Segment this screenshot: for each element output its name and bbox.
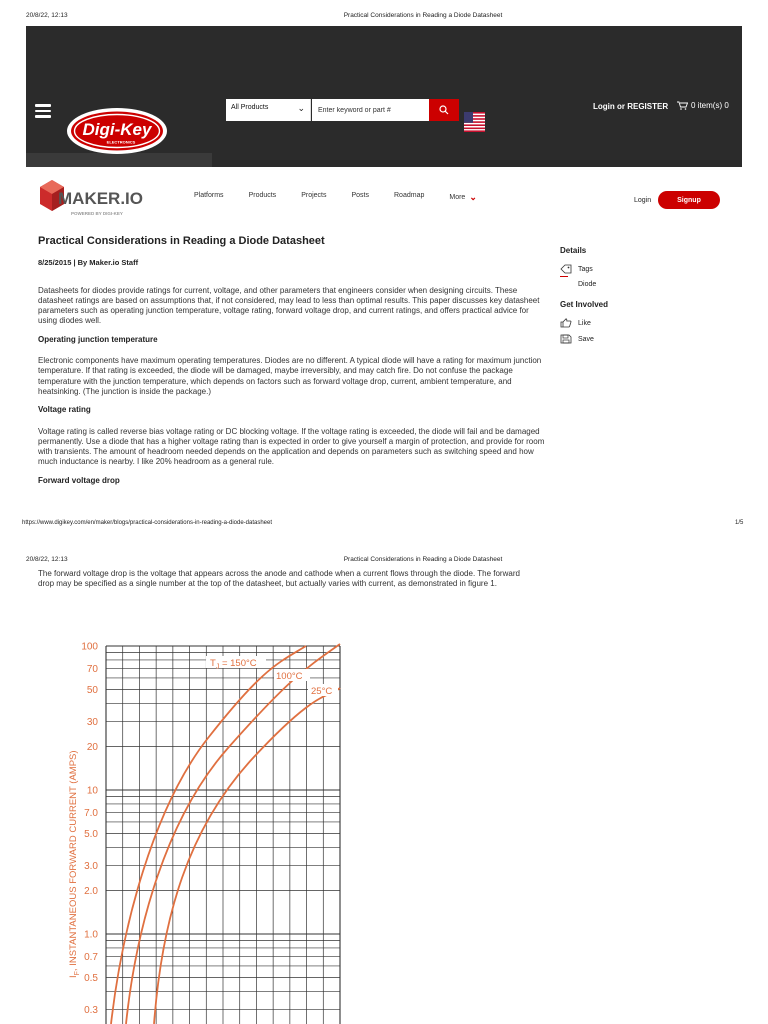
print-page-number: 1/5 <box>735 520 744 526</box>
chevron-down-icon: ⌄ <box>469 192 477 202</box>
forward-current-curve <box>154 688 340 1024</box>
y-tick-label: 3.0 <box>84 860 98 872</box>
cart-count: 0 item(s) 0 <box>691 101 729 110</box>
tags-divider <box>560 276 568 277</box>
y-tick-label: 30 <box>86 716 98 728</box>
curve-label-150: = 150°C <box>219 658 257 669</box>
thumbs-up-icon <box>560 318 572 328</box>
login-register-link[interactable]: Login or REGISTER <box>593 102 669 111</box>
y-tick-label: 20 <box>86 742 98 754</box>
y-tick-label: 0.7 <box>84 951 98 963</box>
print-page-title-2: Practical Considerations in Reading a Diode Datasheet <box>343 556 503 563</box>
like-button[interactable] <box>560 318 680 328</box>
y-tick-label: 7.0 <box>84 807 98 819</box>
label-100c <box>274 669 310 682</box>
category-select-value: All Products <box>231 104 269 111</box>
forward-current-curve <box>111 646 306 1024</box>
heading-voltage-rating: Voltage rating <box>38 405 91 415</box>
paragraph-voltage-rating: Voltage rating is called reverse bias voltage rating or DC blocking voltage. If the voltage rating is exceeded, the diode will fail and be damaged permanently. Use a diode that has a higher voltage rating than is expected in order to give yourself a margin of protection, and provide for room with transients. The amount of headroom needed depends on the application and depends on parameters such as switching speed and how much inductance is nearby. I like 20% headroom as a general rule. <box>38 426 545 467</box>
search-icon <box>439 105 449 115</box>
y-tick-label: 5.0 <box>84 828 98 840</box>
y-tick-label: 50 <box>86 684 98 696</box>
maker-logo-text: MAKER.IO <box>58 189 143 208</box>
y-tick-label: 0.5 <box>84 972 98 984</box>
print-footer <box>0 520 768 530</box>
save-label: Save <box>578 335 594 343</box>
cart-icon <box>677 101 688 110</box>
graph-grid <box>106 646 340 1024</box>
nav-posts[interactable]: Posts <box>351 192 369 199</box>
maker-nav <box>26 170 742 230</box>
nav-projects[interactable]: Projects <box>301 192 327 199</box>
label-25c <box>308 684 338 697</box>
print-page-title: Practical Considerations in Reading a Diode Datasheet <box>343 12 503 19</box>
maker-nav-links <box>194 192 502 203</box>
print-timestamp: 20/8/22, 12:13 <box>26 12 68 19</box>
graph-curves <box>111 644 340 1024</box>
search-button[interactable] <box>429 99 459 121</box>
digikey-logo[interactable] <box>66 106 168 156</box>
digikey-header <box>26 26 742 167</box>
get-involved-heading: Get Involved <box>560 300 609 309</box>
maker-logo-subtext: POWERED BY DIGI-KEY <box>71 211 123 216</box>
curve-label-100c: 100°C <box>276 671 303 682</box>
figure-forward-current-graph <box>38 628 371 1024</box>
y-tick-label: 1.0 <box>84 929 98 941</box>
details-heading: Details <box>560 246 587 255</box>
curve-label-j: J <box>215 663 220 671</box>
tags-label: Tags <box>578 265 593 273</box>
y-axis-title-main: I <box>68 975 79 978</box>
maker-io-logo[interactable] <box>38 179 153 219</box>
nav-more-label: More <box>449 194 466 201</box>
save-button[interactable] <box>560 334 680 344</box>
article-meta: 8/25/2015 | By Maker.io Staff <box>38 258 139 268</box>
chevron-down-icon: ⌄ <box>297 103 305 113</box>
y-tick-label: 0.3 <box>84 1004 98 1016</box>
print-url: https://www.digikey.com/en/maker/blogs/practical-considerations-in-reading-a-diode-datasheet <box>22 520 273 526</box>
article-sidebar <box>560 246 680 350</box>
article-continued <box>38 569 536 590</box>
y-tick-label: 70 <box>86 663 98 675</box>
heading-junction-temperature: Operating junction temperature <box>38 334 158 344</box>
y-axis-title-sub: F <box>74 971 81 976</box>
tag-diode[interactable]: Diode <box>578 281 597 288</box>
tags-row <box>560 264 680 274</box>
y-tick-label: 100 <box>81 641 98 653</box>
forward-current-curve <box>126 644 340 1024</box>
search-bar <box>226 99 486 121</box>
paragraph-forward-voltage-drop: The forward voltage drop is the voltage that appears across the anode and cathode when a current flows through the diode. The forward drop may be specified as a single number at the top of the datasheet, but actually varies with current, as demonstrated in figure 1. <box>38 569 520 589</box>
search-input[interactable] <box>312 99 429 121</box>
signup-button[interactable]: Signup <box>658 191 720 209</box>
us-flag-icon[interactable] <box>464 112 485 132</box>
cart-link[interactable] <box>677 101 729 110</box>
y-tick-label: 2.0 <box>84 886 98 898</box>
graph-y-ticks <box>81 642 98 1016</box>
print-header-page-2 <box>0 556 768 566</box>
menu-icon[interactable] <box>35 104 51 118</box>
print-header <box>0 12 768 22</box>
curve-label-25c: 25°C <box>311 686 333 697</box>
article <box>38 236 548 497</box>
nav-products[interactable]: Products <box>248 192 277 199</box>
category-select[interactable] <box>226 99 311 121</box>
digikey-logo-subtext: ELECTRONICS <box>106 139 136 145</box>
maker-login-link[interactable]: Login <box>634 197 652 204</box>
y-tick-label: 10 <box>86 785 98 797</box>
like-label: Like <box>578 319 591 327</box>
nav-roadmap[interactable]: Roadmap <box>394 192 425 199</box>
graph-y-axis-title <box>68 750 81 978</box>
article-title: Practical Considerations in Reading a Diode Datasheet <box>38 235 325 247</box>
forward-current-graph <box>38 628 371 1024</box>
digikey-logo-text: Digi-Key <box>82 120 152 139</box>
print-timestamp-2: 20/8/22, 12:13 <box>26 556 68 563</box>
heading-forward-voltage-drop: Forward voltage drop <box>38 475 120 485</box>
article-intro: Datasheets for diodes provide ratings for current, voltage, and other parameters that engineers consider when designing circuits. These datasheet ratings are based on assumptions that, if not considered, may lead to less than optimal results. This paper discusses key datasheet parameters such as operating junction temperature, voltage rating, forward voltage drop, and current ratings, and offers practical advice for using diodes well. <box>38 285 540 326</box>
curve-label-t: T <box>210 658 216 669</box>
tag-icon <box>560 264 572 274</box>
paragraph-junction-temperature: Electronic components have maximum operating temperatures. Diodes are no different. A typical diode will have a rating for maximum junction temperature. If that rating is exceeded, the diode will be damaged, maybe irreversibly, and may catch fire. Do not confuse the package temperature with the junction temperature, which depends on factors such as forward voltage drop, current, ambient temperature, and heatsinking. (The junction is inside the package.) <box>38 356 542 396</box>
y-axis-title-rest: , INSTANTANEOUS FORWARD CURRENT (AMPS) <box>68 750 79 972</box>
save-icon <box>560 334 572 344</box>
nav-more[interactable] <box>449 192 477 203</box>
nav-platforms[interactable]: Platforms <box>194 192 224 199</box>
